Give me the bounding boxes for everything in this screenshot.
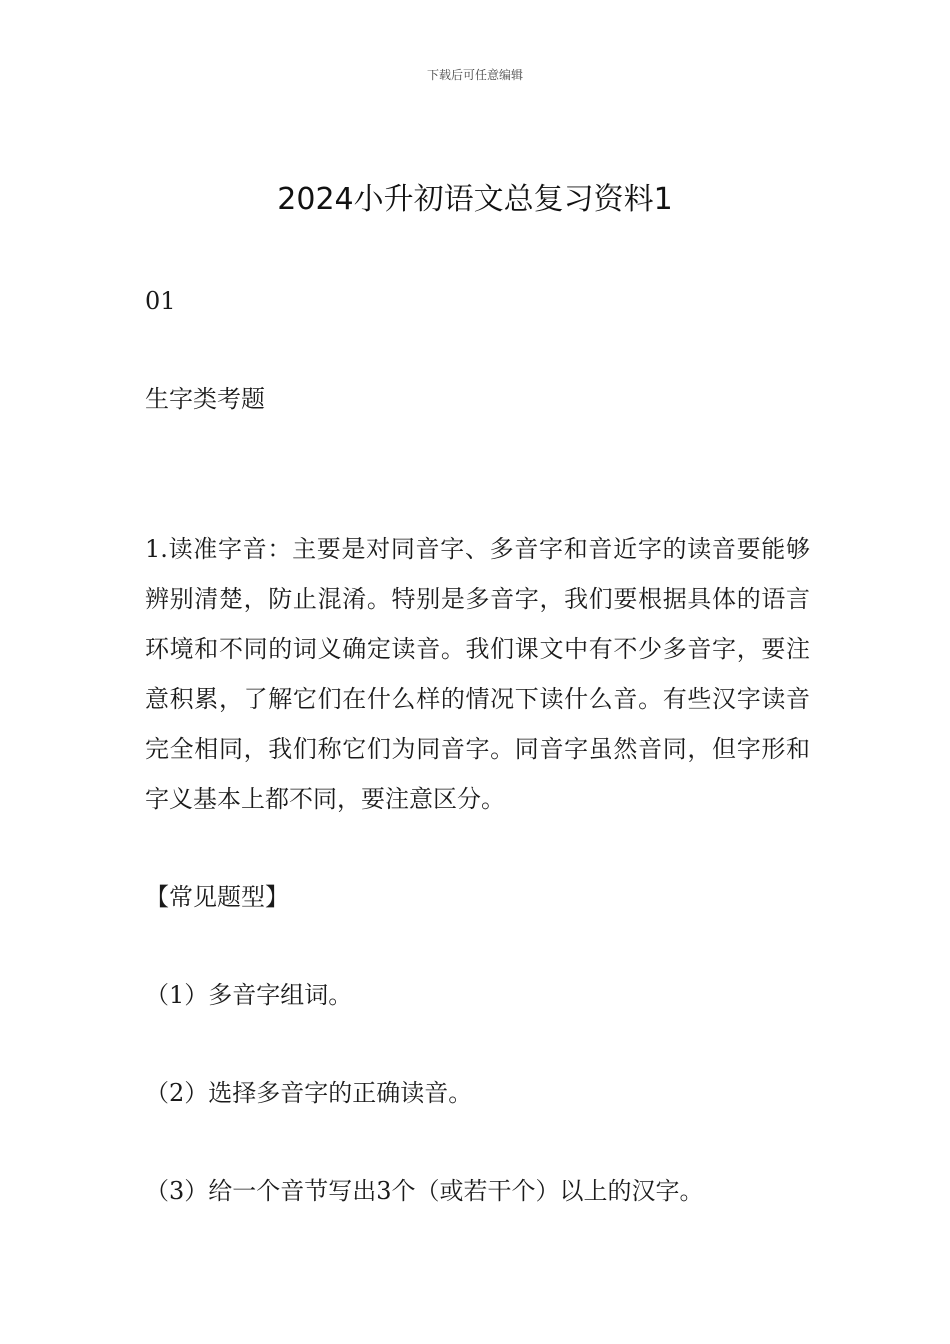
question-type-item: （2）选择多音字的正确读音。 — [145, 1079, 473, 1107]
document-title: 2024小升初语文总复习资料1 — [277, 182, 673, 217]
question-type-item: （3）给一个音节写出3个（或若干个）以上的汉字。 — [145, 1177, 704, 1205]
header-note: 下载后可任意编辑 — [426, 68, 523, 82]
body-paragraph: 1.读准字音：主要是对同音字、多音字和音近字的读音要能够辨别清楚，防止混淆。特别是多音字，我们要根据具体的语言环境和不同的词义确定读音。我们课文中有不少多音字，要注意积累，了解它们在什么样的情况下读什么音。有些汉字读音完全相同，我们称它们为同音字。同音字虽然音同，但字形和字义基本上都不同，要注意区分。 — [145, 535, 810, 813]
section-number: 01 — [145, 287, 176, 315]
question-type-item: （1）多音字组词。 — [145, 981, 353, 1009]
question-types-heading: 【常见题型】 — [145, 883, 289, 911]
section-title: 生字类考题 — [145, 385, 265, 413]
